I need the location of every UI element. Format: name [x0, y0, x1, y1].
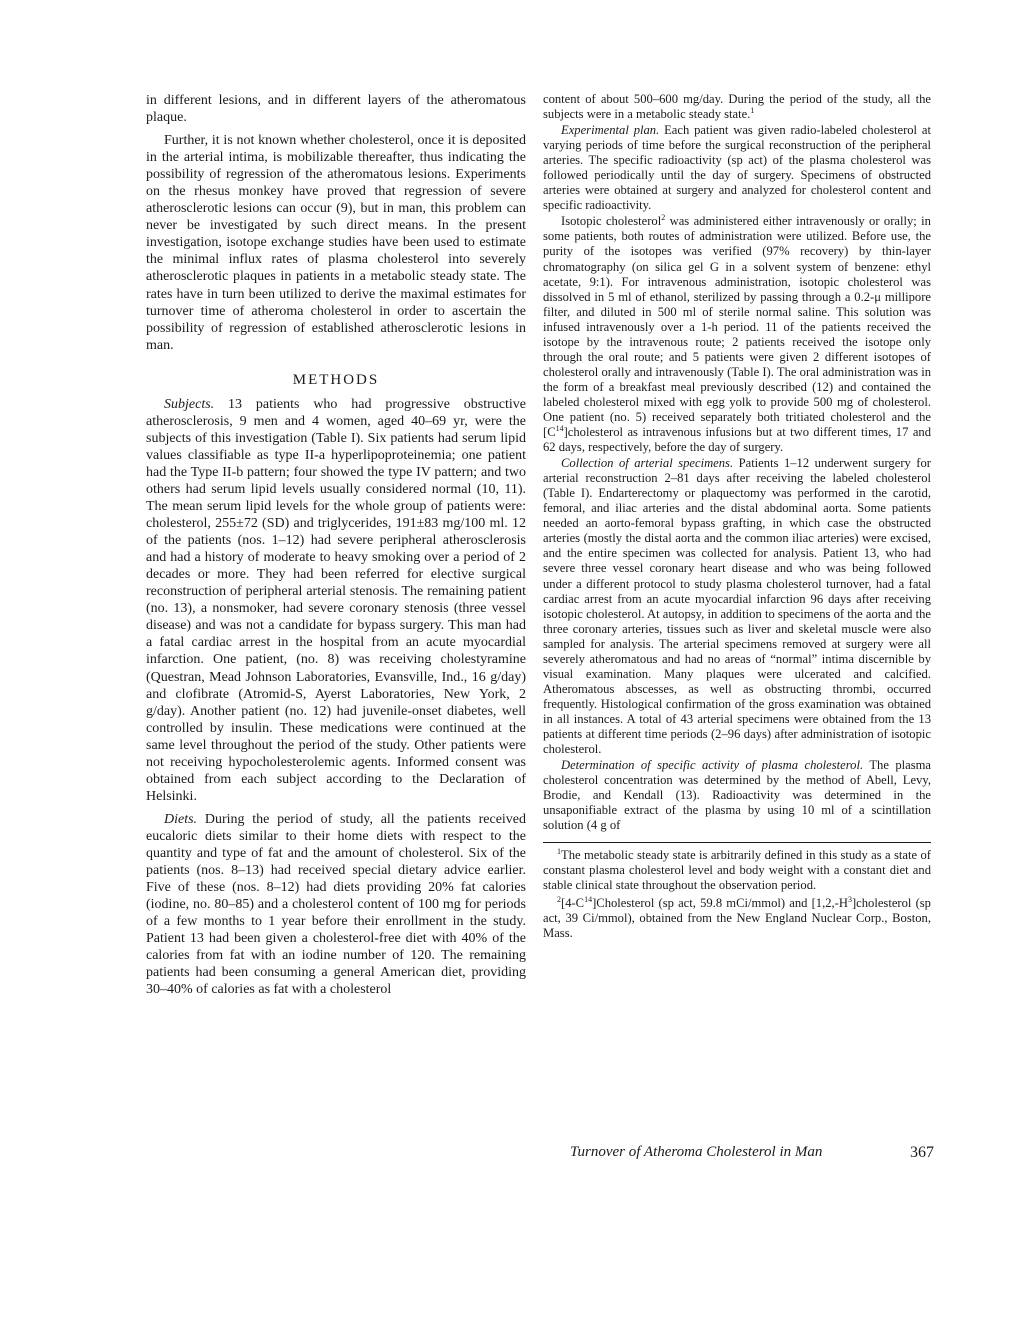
paragraph-collection-of-specimens	[543, 456, 931, 757]
isotopic-tail-text: ]cholesterol as intravenous infusions but at two different times, 17 and 62 days, respectively, before the day of surgery.	[543, 425, 931, 455]
experimental-plan-run-in-heading: Experimental plan.	[561, 123, 660, 138]
diets-text: During the period of study, all the patients received eucaloric diets similar to their home diets with respect to the quantity and type of fat and the amount of cholesterol. Six of the patients (nos. 8–13) had received special dietary advice earlier. Five of these (nos. 8–12) had diets providing 20% fat calories (iodine, no. 80–85) and a cholesterol content of 100 mg for periods of a few months to 1 year before their enrollment in the study. Patient 13 had been given a cholesterol-free diet with 40% of the calories from fat with an iodine number of 120. The remaining patients had been consuming a general American diet, providing 30–40% of calories as fat with a cholesterol	[146, 811, 527, 998]
footnote-1-marker: 1	[557, 847, 561, 857]
footnote-2-carbon-superscript: 14	[584, 895, 593, 905]
subjects-text: 13 patients who had progressive obstructive atherosclerosis, 9 men and 4 women, aged 40–69 yr, were the subjects of this investigation (Table I). Six patients had serum lipid values classifiable as type II-a hyperlipoproteinemia; one patient had the Type II-b pattern; four showed the type IV pattern; and two others had serum lipid levels usually considered normal (10, 11). The mean serum lipid levels for the whole group of patients were: cholesterol, 255±72 (SD) and triglycerides, 191±83 mg/100 ml. 12 of the patients (nos. 1–12) had severe peripheral atherosclerosis and had a history of moderate to heavy smoking over a period of 2 decades or more. They had been referred for elective surgical reconstruction of peripheral arterial stenosis. The remaining patient (no. 13), a nonsmoker, had severe coronary stenosis (three vessel disease) and was not a candidate for bypass surgery. This man had a fatal cardiac arrest in the hospital from an acute myocardial infarction. One patient, (no. 8) was receiving cholestyramine (Questran, Mead Johnson Laboratories, Evansville, Ind., 16 g/day) and clofibrate (Atromid-S, Ayerst Laboratories, New York, 2 g/day). Another patient (no. 12) had juvenile-onset diabetes, well controlled by insulin. These medications were continued at the same level throughout the period of the study. Other patients were not receiving hypocholesterolemic agents. Informed consent was obtained from each subject according to the Declaration of Helsinki.	[146, 396, 526, 804]
footnote-2-marker: 2	[557, 895, 561, 905]
determination-run-in-heading: Determination of specific activity of plasma cholesterol.	[561, 758, 864, 773]
paragraph-diets	[146, 811, 526, 999]
carbon-isotope-superscript: 14	[555, 423, 564, 433]
paragraph-diet-continued	[543, 92, 931, 122]
paragraph-regression-question: Further, it is not known whether cholesterol, once it is deposited in the arterial intima, is mobilizable thereafter, thus indicating the possibility of regression of the atheromatous lesions. Experiments on the rhesus monkey have proved that regression of severe atherosclerotic lesions can occur (9), but in man, this problem can never be investigated by such direct means. In the present investigation, isotope exchange studies have been used to estimate the minimal influx rates of plasma cholesterol into severely atherosclerotic plaques in patients in a metabolic steady state. The rates have in turn been utilized to derive the maximal estimates for turnover time of atheroma cholesterol in order to ascertain the possibility of regression of established atherosclerotic lesions in man.	[146, 133, 526, 353]
determination-text: The plasma cholesterol concentration was determined by the method of Abell, Levy, Brodie, and Kendall (13). Radioactivity was determined in the unsaponifiable extract of the plasma by using 10 ml of a scintillation solution (4 g of	[543, 758, 931, 833]
paragraph-intro-continued: in different lesions, and in different layers of the atheromatous plaque.	[146, 93, 526, 126]
paragraph-subjects	[146, 396, 526, 805]
footnotes-block	[543, 842, 931, 941]
footnote-2-text-a: [4-C	[561, 896, 585, 911]
experimental-plan-text: Each patient was given radio-labeled cholesterol at varying periods of time before the surgical reconstruction of the peripheral arteries. The specific radioactivity (sp act) of the plasma cholesterol was followed periodically until the day of surgery. Specimens of obstructed arteries were obtained at surgery and analyzed for cholesterol content and specific radioactivity.	[543, 123, 931, 213]
collection-text: Patients 1–12 underwent surgery for arterial reconstruction 2–81 days after receiving the labeled cholesterol (Table I). Endarterectomy or plaquectomy was performed in the carotid, femoral, and iliac arteries and the distal abdominal aorta. Some patients needed an aorto-femoral bypass grafting, in which case the obstructed arteries (mostly the distal aorta and the common iliac arteries) were excised, and the entire specimen was collected for analysis. Patient 13, who had severe three vessel coronary heart disease and who was being followed under a different protocol to study plasma cholesterol turnover, had a fatal cardiac arrest from an acute myocardial infarction 96 days after receiving isotopic cholesterol. At autopsy, in addition to specimens of the aorta and the three coronary arteries, tissues such as liver and skeletal muscle were also sampled for analysis. The arterial specimens removed at surgery were all severely atheromatous and had no areas of “normal” intima discernible by visual examination. Many plaques were ulcerated and calcified. Atheromatous abscesses, as well as obstructing thrombi, occurred frequently. Histological confirmation of the gross examination was obtained in all instances. A total of 43 arterial specimens were obtained from the 13 patients at different time periods (2–96 days) after administration of isotopic cholesterol.	[543, 456, 931, 757]
footnote-2-text-c: ]cholesterol (sp act, 39 Ci/mmol), obtained from the New England Nuclear Corp., Boston, Mass.	[543, 896, 931, 941]
isotopic-text: was administered either intravenously or orally; in some patients, both routes of administration were utilized. Before use, the purity of the isotopes was verified (97% recovery) by thin-layer chromatography (on silica gel G in a solvent system of benzene: ethyl acetate, 9:1). For intravenous administration, isotopic cholesterol was dissolved in 5 ml of ethanol, sterilized by passing through a 0.2-μ millipore filter, and diluted in 500 ml of sterile normal saline. This solution was infused intravenously over a 1-h period. 11 of the patients received the isotope by the intravenous route; 2 patients received the isotope only through the oral route; and 5 patients were given 2 different isotopes of cholesterol orally and intravenously (Table I). The oral administration was in the form of a breakfast meal previously described (12) and contained the labeled cholesterol mixed with egg yolk to provide 500 mg of cholesterol. One patient (no. 5) received separately both tritiated cholesterol and the [C	[543, 214, 931, 440]
isotopic-lead-text: Isotopic cholesterol	[561, 214, 662, 229]
running-title: Turnover of Atheroma Cholesterol in Man	[570, 1144, 823, 1160]
right-text-column	[543, 92, 931, 944]
collection-run-in-heading: Collection of arterial specimens.	[561, 456, 734, 471]
paragraph-experimental-plan	[543, 123, 931, 213]
paragraph-isotopic-administration	[543, 214, 931, 455]
footnote-ref-2: 2	[661, 213, 666, 223]
diets-run-in-heading: Diets.	[164, 811, 198, 827]
subjects-run-in-heading: Subjects.	[164, 396, 215, 412]
footnote-2-text-b: ]Cholesterol (sp act, 59.8 mCi/mmol) and [1,2,-H	[592, 896, 848, 911]
footnote-1-text: The metabolic steady state is arbitrarily defined in this study as a state of constant plasma cholesterol level and body weight with a constant diet and stable clinical state throughout the observation period.	[543, 848, 931, 893]
running-footer	[570, 1144, 934, 1161]
methods-heading: METHODS	[292, 371, 380, 388]
paragraph-specific-activity	[543, 758, 931, 833]
footnote-ref-1: 1	[750, 105, 755, 115]
diet-continued-text: content of about 500–600 mg/day. During the period of the study, all the subjects were in a metabolic steady state.	[543, 92, 931, 122]
footnote-1	[543, 848, 931, 893]
page-number: 367	[910, 1144, 934, 1161]
footnote-2	[543, 896, 931, 941]
left-text-column	[146, 92, 526, 1004]
footnote-2-tritium-superscript: 3	[847, 895, 852, 905]
